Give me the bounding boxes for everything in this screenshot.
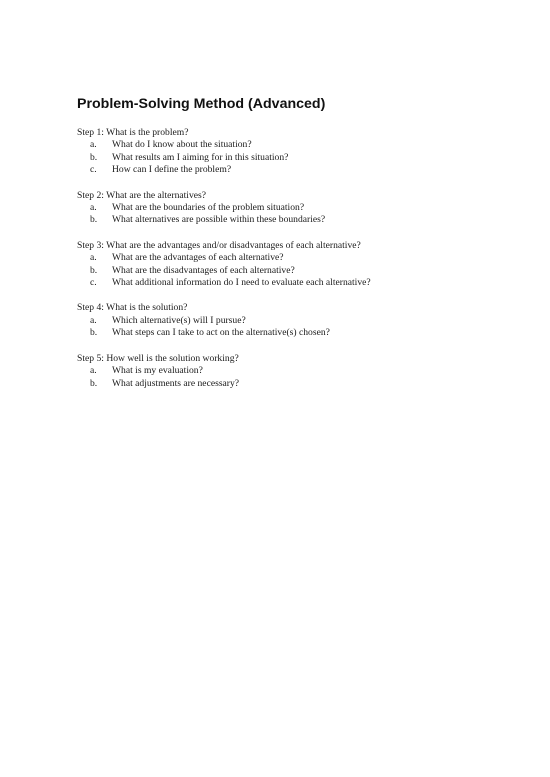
sub-question-letter: a. bbox=[90, 139, 97, 151]
sub-question bbox=[77, 265, 497, 277]
sub-question bbox=[77, 378, 497, 390]
step-heading: Step 2: What are the alternatives? bbox=[77, 189, 207, 201]
sub-question bbox=[77, 214, 497, 226]
step-1 bbox=[77, 127, 497, 177]
sub-question bbox=[77, 139, 497, 151]
sub-question-text: What adjustments are necessary? bbox=[112, 377, 240, 389]
sub-question-letter: b. bbox=[90, 377, 98, 389]
sub-question-list bbox=[77, 315, 497, 340]
sub-question-letter: c. bbox=[90, 164, 97, 176]
sub-question-letter: a. bbox=[90, 365, 97, 377]
sub-question-letter: a. bbox=[90, 252, 97, 264]
sub-question-text: What results am I aiming for in this situation? bbox=[112, 151, 289, 163]
sub-question-text: What alternatives are possible within these boundaries? bbox=[112, 214, 326, 226]
step-5 bbox=[77, 353, 497, 390]
sub-question bbox=[77, 152, 497, 164]
step-heading: Step 4: What is the solution? bbox=[77, 302, 188, 314]
sub-question-letter: c. bbox=[90, 277, 97, 289]
document-title: Problem-Solving Method (Advanced) bbox=[77, 96, 326, 112]
sub-question-letter: b. bbox=[90, 214, 98, 226]
step-3 bbox=[77, 240, 497, 290]
sub-question-letter: b. bbox=[90, 151, 98, 163]
step-2 bbox=[77, 190, 497, 227]
step-heading: Step 5: How well is the solution working? bbox=[77, 352, 239, 364]
sub-question-text: What steps can I take to act on the alternative(s) chosen? bbox=[112, 327, 330, 339]
step-4 bbox=[77, 302, 497, 339]
sub-question bbox=[77, 315, 497, 327]
sub-question-list bbox=[77, 202, 497, 227]
sub-question-letter: b. bbox=[90, 264, 98, 276]
sub-question bbox=[77, 164, 497, 176]
sub-question-text: How can I define the problem? bbox=[112, 164, 232, 176]
step-heading: Step 3: What are the advantages and/or disadvantages of each alternative? bbox=[77, 239, 361, 251]
sub-question bbox=[77, 252, 497, 264]
sub-question-letter: a. bbox=[90, 202, 97, 214]
sub-question-text: What is my evaluation? bbox=[112, 365, 203, 377]
sub-question bbox=[77, 277, 497, 289]
sub-question-text: What do I know about the situation? bbox=[112, 139, 252, 151]
sub-question-letter: a. bbox=[90, 314, 97, 326]
document-content bbox=[77, 95, 497, 403]
sub-question bbox=[77, 365, 497, 377]
step-heading: Step 1: What is the problem? bbox=[77, 127, 189, 138]
sub-question-list bbox=[77, 365, 497, 390]
sub-question-text: What are the advantages of each alternative? bbox=[112, 252, 284, 264]
sub-question-text: Which alternative(s) will I pursue? bbox=[112, 314, 246, 326]
sub-question-text: What additional information do I need to evaluate each alternative? bbox=[112, 277, 371, 289]
sub-question-list bbox=[77, 252, 497, 289]
sub-question-list bbox=[77, 139, 497, 176]
sub-question bbox=[77, 202, 497, 214]
sub-question bbox=[77, 327, 497, 339]
sub-question-text: What are the boundaries of the problem situation? bbox=[112, 202, 305, 214]
sub-question-letter: b. bbox=[90, 327, 98, 339]
sub-question-text: What are the disadvantages of each alternative? bbox=[112, 264, 295, 276]
